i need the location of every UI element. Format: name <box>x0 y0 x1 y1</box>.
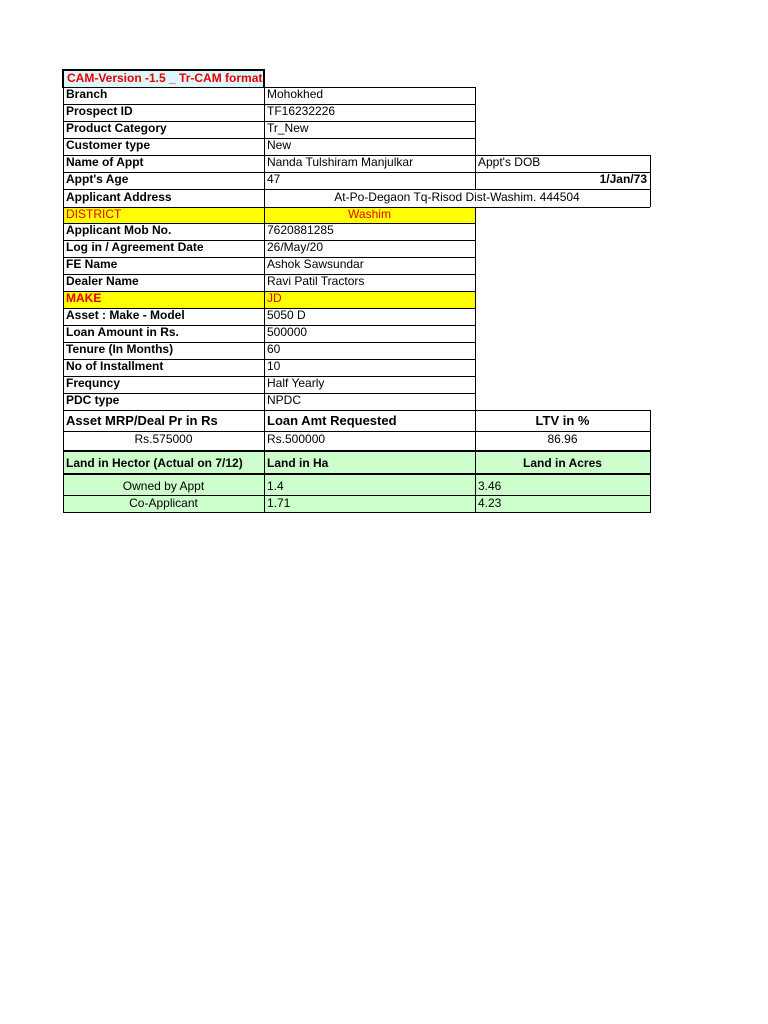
value-agreement-date[interactable]: 26/May/20 <box>267 240 324 254</box>
grid-line <box>63 431 650 432</box>
value-owned-ha[interactable]: 1.4 <box>267 479 284 493</box>
grid-line <box>63 274 475 275</box>
label-dealer-name[interactable]: Dealer Name <box>66 274 139 288</box>
grid-line <box>63 138 475 139</box>
value-pdc-type[interactable]: NPDC <box>267 393 302 407</box>
grid-line <box>264 87 265 513</box>
label-appt-age[interactable]: Appt's Age <box>66 172 129 186</box>
header-asset-mrp[interactable]: Asset MRP/Deal Pr in Rs <box>66 413 218 428</box>
header-loan-requested[interactable]: Loan Amt Requested <box>267 413 397 428</box>
cam-title[interactable]: CAM-Version -1.5 _ Tr-CAM format <box>62 69 265 88</box>
value-district[interactable]: Washim <box>264 207 475 223</box>
value-appt-age[interactable]: 47 <box>267 172 281 186</box>
label-asset-model[interactable]: Asset : Make - Model <box>66 308 185 322</box>
grid-line <box>63 393 475 394</box>
grid-line <box>63 87 64 513</box>
label-co-applicant[interactable]: Co-Applicant <box>129 496 198 510</box>
header-land-hector[interactable]: Land in Hector (Actual on 7/12) <box>66 456 243 470</box>
grid-line <box>63 189 650 190</box>
grid-line <box>63 473 650 475</box>
label-make[interactable]: MAKE <box>63 291 264 308</box>
label-applicant-mob[interactable]: Applicant Mob No. <box>66 223 172 237</box>
grid-line <box>63 291 475 292</box>
grid-line <box>63 450 650 452</box>
value-applicant-mob[interactable]: 7620881285 <box>267 223 334 237</box>
label-tenure[interactable]: Tenure (In Months) <box>66 342 174 356</box>
grid-line <box>650 155 651 207</box>
value-frequency[interactable]: Half Yearly <box>267 376 325 390</box>
value-co-applicant-ha[interactable]: 1.71 <box>267 496 291 510</box>
label-installments[interactable]: No of Installment <box>66 359 164 373</box>
grid-line <box>63 308 475 309</box>
label-branch[interactable]: Branch <box>66 87 108 101</box>
value-ltv[interactable]: 86.96 <box>547 432 578 446</box>
header-ltv[interactable]: LTV in % <box>535 413 590 428</box>
value-asset-mrp[interactable]: Rs.575000 <box>134 432 193 446</box>
label-name-of-appt[interactable]: Name of Appt <box>66 155 144 169</box>
value-product-category[interactable]: Tr_New <box>267 121 309 135</box>
grid-line <box>475 87 476 189</box>
value-owned-acres[interactable]: 3.46 <box>478 479 502 493</box>
grid-line <box>63 359 475 360</box>
label-prospect-id[interactable]: Prospect ID <box>66 104 133 118</box>
value-customer-type[interactable]: New <box>267 138 292 152</box>
label-pdc-type[interactable]: PDC type <box>66 393 120 407</box>
label-district[interactable]: DISTRICT <box>63 207 264 223</box>
label-loan-amount[interactable]: Loan Amount in Rs. <box>66 325 179 339</box>
value-prospect-id[interactable]: TF16232226 <box>267 104 336 118</box>
grid-line <box>63 495 650 496</box>
label-applicant-address[interactable]: Applicant Address <box>66 190 172 204</box>
label-product-category[interactable]: Product Category <box>66 121 167 135</box>
value-tenure[interactable]: 60 <box>267 342 281 356</box>
value-fe-name[interactable]: Ashok Sawsundar <box>267 257 364 271</box>
grid-line <box>63 240 475 241</box>
value-branch[interactable]: Mohokhed <box>267 87 324 101</box>
grid-line <box>63 342 475 343</box>
value-co-applicant-acres[interactable]: 4.23 <box>478 496 502 510</box>
grid-line <box>63 325 475 326</box>
value-asset-model[interactable]: 5050 D <box>267 308 306 322</box>
grid-line <box>63 172 650 173</box>
grid-line <box>63 207 650 208</box>
grid-line <box>650 410 651 513</box>
grid-line <box>475 207 476 513</box>
grid-line <box>63 121 475 122</box>
label-appt-dob[interactable]: Appt's DOB <box>478 155 541 169</box>
value-loan-amount[interactable]: 500000 <box>267 325 308 339</box>
grid-line <box>63 223 475 224</box>
value-appt-dob[interactable]: 1/Jan/73 <box>599 172 647 186</box>
grid-line <box>63 104 475 105</box>
label-customer-type[interactable]: Customer type <box>66 138 151 152</box>
grid-line <box>63 87 475 88</box>
header-land-ha[interactable]: Land in Ha <box>267 456 329 470</box>
label-agreement-date[interactable]: Log in / Agreement Date <box>66 240 204 254</box>
label-fe-name[interactable]: FE Name <box>66 257 118 271</box>
value-applicant-address[interactable]: At-Po-Degaon Tq-Risod Dist-Washim. 444504 <box>334 190 580 204</box>
grid-line <box>63 155 650 156</box>
header-land-acres[interactable]: Land in Acres <box>523 456 602 470</box>
grid-line <box>63 257 475 258</box>
value-loan-requested[interactable]: Rs.500000 <box>267 432 326 446</box>
grid-line <box>63 410 650 411</box>
value-installments[interactable]: 10 <box>267 359 281 373</box>
grid-line <box>63 376 475 377</box>
label-owned-by-appt[interactable]: Owned by Appt <box>122 479 205 493</box>
label-frequency[interactable]: Frequncy <box>66 376 121 390</box>
grid-line <box>63 512 650 513</box>
value-make[interactable]: JD <box>264 291 475 308</box>
value-dealer-name[interactable]: Ravi Patil Tractors <box>267 274 365 288</box>
value-name-of-appt[interactable]: Nanda Tulshiram Manjulkar <box>267 155 414 169</box>
